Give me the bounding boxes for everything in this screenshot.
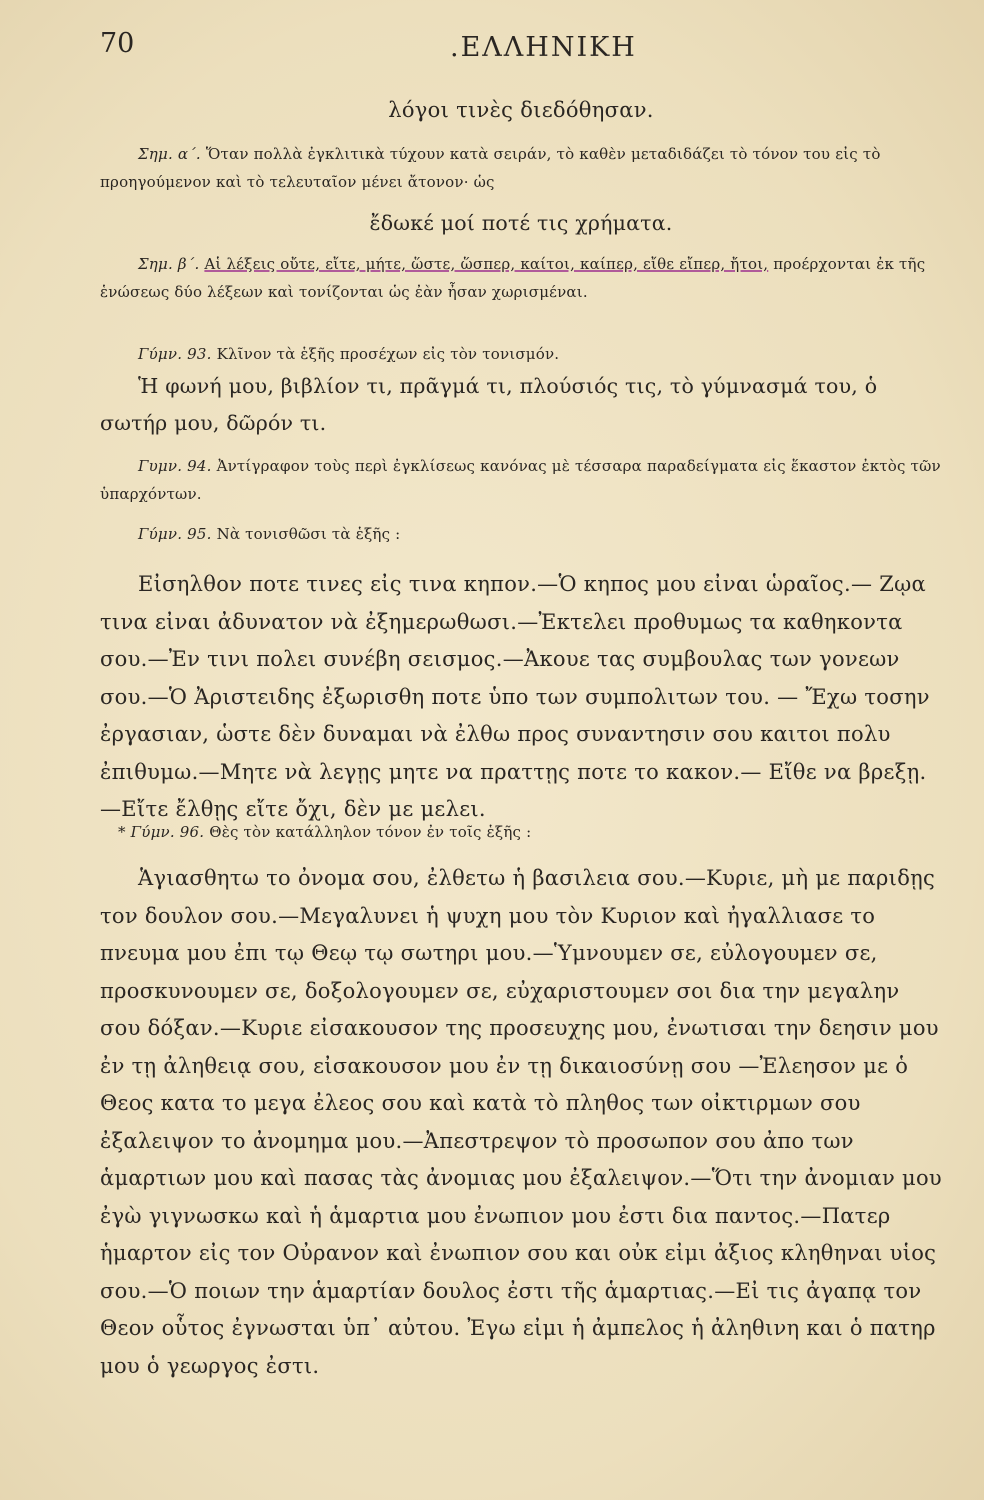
intro-line: λόγοι τινὲς διεδόθησαν. [388,98,654,122]
exercise-95-label: Γύμν. 95. [138,525,212,543]
note-a [100,140,942,196]
exercise-95-instruction-text: Νὰ τονισθῶσι τὰ ἑξῆς : [216,525,401,543]
exercise-95-text: Εἰσηλθον ποτε τινες εἰς τινα κηπον.—Ὁ κηπος μου εἰναι ὡραῖος.— Ζῳα τινα εἰναι ἀδυνατον νὰ ἐξημερωθωσι.—Ἐκτελει προθυμως τα καθηκοντα σου.—Ἐν τινι πολει συνέβη σεισμος.—Ἀκουε τας συμβουλας των γονεων σου.—Ὁ Ἀριστειδης ἐξωρισθη ποτε ὑπο των συμπολιτων του. — Ἔχω τοσην ἐργασιαν, ὡστε δὲν δυναμαι νὰ ἐλθω προς συναντησιν σου καιτοι πολυ ἐπιθυμω.—Μητε νὰ λεγῃς μητε να πραττῃς ποτε το κακον.— Εἴθε να βρεξῃ.—Εἴτε ἔλθῃς εἴτε ὄχι, δὲν με μελει. [100,572,930,821]
exercise-93-label: Γύμν. 93. [138,345,212,363]
exercise-96-instruction-text: Θὲς τὸν κατάλληλον τόνον ἐν τοῖς ἑξῆς : [209,823,532,841]
note-b [100,250,942,306]
exercise-93-instruction-text: Κλῖνον τὰ ἑξῆς προσέχων εἰς τὸν τονισμόν. [216,345,560,363]
note-b-underlined-words: Αἱ λέξεις οὔτε, εἴτε, μήτε, ὥστε, ὥσπερ, καίτοι, καίπερ, εἴθε εἴπερ, ἤτοι, [204,255,769,273]
exercise-94-instruction: Ἀντίγραφον τοὺς περὶ ἐγκλίσεως κανόνας μὲ τέσσαρα παραδείγματα εἰς ἕκαστον ἐκτὸς τῶν ὑπαρχόντων. [100,457,941,503]
note-a-label: Σημ. α΄. [138,145,201,163]
exercise-93-body [100,368,942,442]
exercise-95-body [100,566,942,829]
exercise-96-body [100,860,942,1385]
exercise-96-label: Γύμν. 96. [130,823,205,841]
exercise-93-text: Ἡ φωνή μου, βιβλίον τι, πρᾶγμά τι, πλούσιός τις, τὸ γύμνασμά του, ὁ σωτήρ μου, δῶρόν τι. [100,374,878,435]
page-number: 70 [100,28,135,59]
exercise-93-instruction [100,340,942,368]
note-b-text: προέρχονται ἐκ τῆς ἑνώσεως δύο λέξεων καὶ τονίζονται ὡς ἐὰν ἦσαν χωρισμέναι. [100,255,926,301]
exercise-96-text: Ἁγιασθητω το ὀνομα σου, ἐλθετω ἡ βασιλεια σου.—Κυριε, μὴ με παριδῃς τον δουλον σου.—Μεγαλυνει ἡ ψυχη μου τὸν Κυριον καὶ ἠγαλλιασε το πνευμα μου ἐπι τῳ Θεῳ τῳ σωτηρι μου.—Ὑμνουμεν σε, εὐλογουμεν σε, προσκυνουμεν σε, δοξολογουμεν σε, εὐχαριστουμεν σοι δια την μεγαλην σου δόξαν.—Κυριε εἰσακουσον της προσευχης μου, ἐνωτισαι την δεησιν μου ἐν τῃ ἀληθειᾳ σου, εἰσακουσον μου ἐν τῃ δικαιοσύνῃ σου —Ἐλεησον με ὁ Θεος κατα το μεγα ἐλεος σου καὶ κατὰ τὸ πληθος των οἰκτιρμων σου ἐξαλειψον το ἀνομημα μου.—Ἀπεστρεψον τὸ προσωπον σου ἀπο των ἁμαρτιων μου καὶ πασας τὰς ἀνομιας μου ἐξαλειψον.—Ὅτι την ἀνομιαν μου ἐγὼ γιγνωσκω καὶ ἡ ἁμαρτια μου ἐνωπιον μου ἐστι δια παντος.—Πατερ ἡμαρτον εἰς τον Οὐρανον καὶ ἐνωπιον σου και οὐκ εἰμι ἀξιος κληθηναι υἱος σου.—Ὁ ποιων την ἁμαρτίαν δουλος ἐστι τῆς ἁμαρτιας.—Εἰ τις ἀγαπᾳ τον Θεον οὗτος ἐγνωσται ὑπ᾽ αὐτου. Ἐγω εἰμι ἡ ἀμπελος ἡ ἀληθινη και ὁ πατηρ μου ὁ γεωργος ἐστι. [100,866,942,1378]
exercise-96-instruction [100,818,942,846]
note-a-text: Ὅταν πολλὰ ἐγκλιτικὰ τύχουν κατὰ σειράν, τὸ καθὲν μεταδιδάζει τὸ τόνον του εἰς τὸ προηγούμενον καὶ τὸ τελευταῖον μένει ἄτονον· ὡς [100,145,881,191]
exercise-96-asterisk: * [118,823,126,841]
exercise-94-label: Γυμν. 94. [138,457,212,475]
exercise-94 [100,452,942,508]
note-b-label: Σημ. β΄. [138,255,200,273]
exercise-95-instruction [100,520,942,548]
note-a-example: ἔδωκέ μοί ποτέ τις χρήματα. [369,211,673,235]
running-title: .ΕΛΛΗΝΙΚΗ [450,32,637,63]
